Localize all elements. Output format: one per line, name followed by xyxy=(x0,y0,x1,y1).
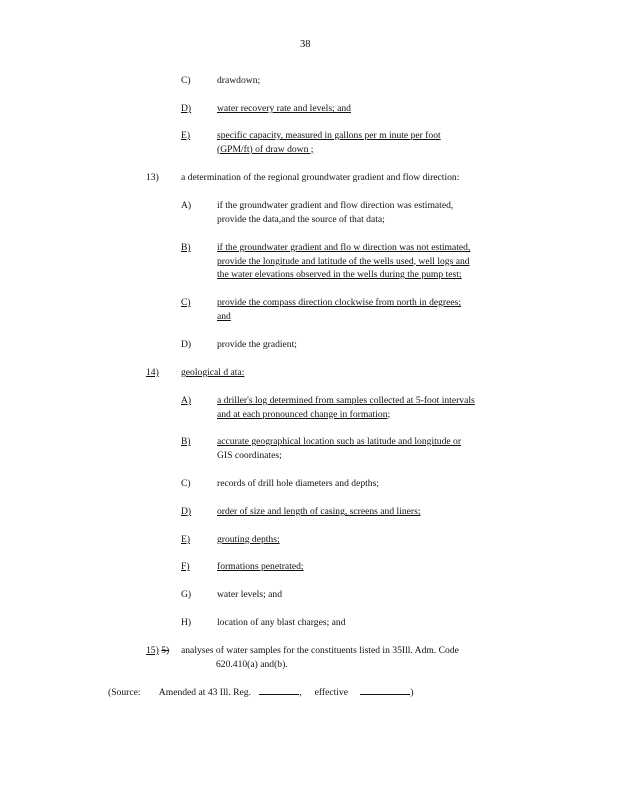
item-text-line: water levels; and xyxy=(217,589,282,600)
item-label: A) xyxy=(181,395,192,406)
item-label: A) xyxy=(181,200,192,211)
source-text: Amended at 43 Ill. Reg. xyxy=(158,687,251,698)
item-text-line: and at each pronounced change in formation; xyxy=(217,408,391,420)
item-text-line: grouting depths; xyxy=(217,534,280,545)
item-text-line: provide the compass direction clockwise from north in degrees; xyxy=(217,297,462,308)
item-text-line: water recovery rate and levels; and xyxy=(217,103,351,114)
item-text xyxy=(217,560,547,574)
item-label: E) xyxy=(181,130,191,141)
item-text-line: specific capacity, measured in gallons per m inute per foot xyxy=(217,130,441,141)
source-note xyxy=(108,685,414,699)
item-label: H) xyxy=(181,617,192,628)
item-text xyxy=(217,199,547,226)
item-text-line: a driller's log determined from samples collected at 5-foot intervals xyxy=(217,395,475,406)
item-text xyxy=(181,644,541,671)
item-text-line: GIS coordinates; xyxy=(217,449,282,461)
source-effective-blank xyxy=(360,685,410,695)
source-comma: , xyxy=(299,687,302,698)
item-text-line: records of drill hole diameters and depths; xyxy=(217,478,379,489)
item-text-line: accurate geographical location such as latitude and longitude or xyxy=(217,436,462,447)
item-label: C) xyxy=(181,478,191,489)
item-label: D) xyxy=(181,506,192,517)
item-text-line: analyses of water samples for the constituents listed in 35Ill. Adm. Code xyxy=(181,645,459,656)
item-label: B) xyxy=(181,436,191,447)
item-label: E) xyxy=(181,534,191,545)
item-text xyxy=(217,435,547,462)
item-label: D) xyxy=(181,339,192,350)
item-number-deleted: 5) xyxy=(161,645,170,656)
item-text-line: if the groundwater gradient and flo w direction was not estimated, xyxy=(217,242,471,253)
item-text xyxy=(217,533,547,547)
item-heading: a determination of the regional groundwater gradient and flow direction: xyxy=(181,172,460,183)
item-number xyxy=(146,644,169,657)
source-register-blank xyxy=(259,685,299,695)
source-open: (Source: xyxy=(108,687,141,698)
item-number-new: 15) xyxy=(146,645,159,656)
item-text-line: location of any blast charges; and xyxy=(217,617,346,628)
item-text xyxy=(217,588,547,602)
item-heading: geological d ata: xyxy=(181,367,245,378)
item-text xyxy=(217,338,547,352)
item-number: 14) xyxy=(146,367,159,378)
source-close: ) xyxy=(410,687,414,698)
item-text-line: if the groundwater gradient and flow direction was estimated, xyxy=(217,200,454,211)
item-text-line: provide the gradient; xyxy=(217,339,297,350)
item-text xyxy=(217,394,547,421)
item-text-line: provide the data,and the source of that data; xyxy=(217,213,385,225)
item-text xyxy=(217,129,547,156)
item-label: D) xyxy=(181,103,192,114)
item-text xyxy=(217,477,547,491)
item-text-line: provide the longitude and latitude of the wells used, well logs and xyxy=(217,255,470,267)
item-label: C) xyxy=(181,75,191,86)
item-text xyxy=(217,102,547,116)
item-label: G) xyxy=(181,589,192,600)
item-label: C) xyxy=(181,297,191,308)
item-text xyxy=(217,241,547,282)
item-text xyxy=(217,505,547,519)
item-label: F) xyxy=(181,561,190,572)
item-text xyxy=(217,74,547,88)
item-label: B) xyxy=(181,242,191,253)
item-text xyxy=(217,616,547,630)
page-number: 38 xyxy=(300,39,311,50)
item-text-line: (GPM/ft) of draw down ; xyxy=(217,143,314,155)
item-text-line: 620.410(a) and(b). xyxy=(216,658,288,670)
source-effective: effective xyxy=(314,687,348,698)
item-number: 13) xyxy=(146,172,159,183)
item-text xyxy=(217,296,547,323)
item-text-line: order of size and length of casing, screens and liners; xyxy=(217,506,421,517)
item-text-line: drawdown; xyxy=(217,75,261,86)
item-text-line: formations penetrated; xyxy=(217,561,304,572)
item-text-line: and xyxy=(217,310,231,322)
item-text-line: the water elevations observed in the wells during the pump test; xyxy=(217,269,462,280)
